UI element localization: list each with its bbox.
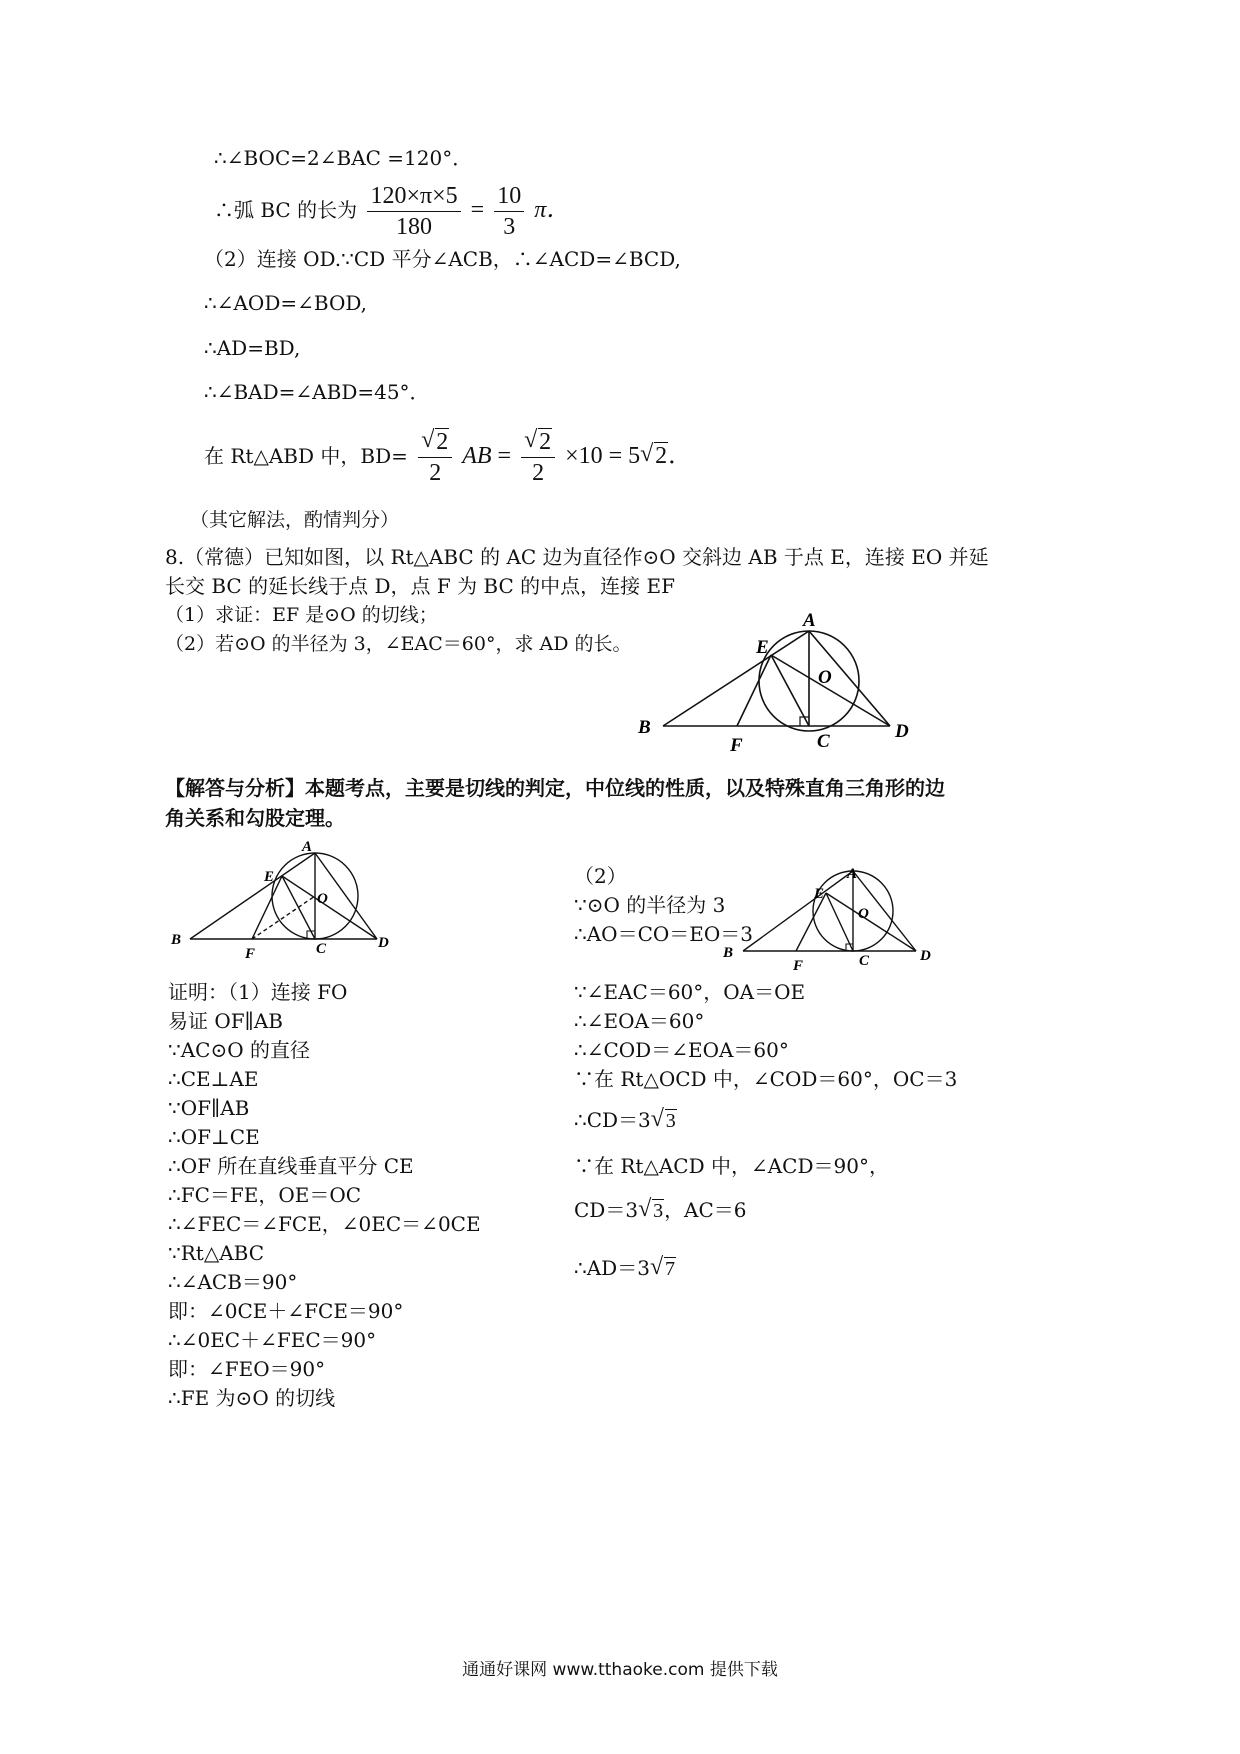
proof1-line: ∴FC＝FE，OE＝OC [168, 1183, 362, 1207]
sqrt2-over-2-b: √ $\frac{2}{2}$ [521, 427, 555, 488]
sol7-arc-length [214, 180, 570, 240]
geometry-figure-main [620, 605, 940, 765]
proof2-line: ∵∠EAC＝60°，OA＝OE [574, 980, 806, 1004]
label-e: E [756, 637, 769, 658]
proof1-line: 即：∠FEO＝90° [168, 1357, 326, 1381]
svg-text:B: B [723, 945, 734, 961]
arc-result-fraction [494, 181, 524, 242]
label-b: B [638, 717, 651, 738]
sol7-note: （其它解法，酌情判分） [190, 509, 400, 531]
proof1-line: 易证 OF∥AB [168, 1009, 284, 1033]
label-d: D [895, 721, 909, 742]
proof2-line: ∵在 Rt△OCD 中，∠COD＝60°，OC＝3 [574, 1067, 958, 1091]
label-f: F [730, 735, 743, 756]
svg-text:F: F [245, 946, 256, 960]
svg-text:B: B [171, 932, 182, 948]
segment-ef [737, 655, 771, 726]
segment-ed [771, 655, 890, 726]
arc-fraction-numerator: 120×π×5 [367, 181, 460, 212]
sol7-line4: ∴∠AOD=∠BOD, [204, 291, 368, 315]
proof1-line: ∴∠FEC＝∠FCE，∠0EC＝∠0CE [168, 1212, 481, 1236]
analysis-line1: 【解答与分析】本题考点，主要是切线的判定，中位线的性质，以及特殊直角三角形的边 [165, 776, 945, 800]
arc-length-label: ∴弧 BC 的长为 [214, 198, 358, 222]
segment-ab [663, 631, 809, 726]
sqrt-symbol: √ 2 [640, 424, 668, 488]
problem8-line1: 8.（常德）已知如图，以 Rt△ABC 的 AC 边为直径作⊙O 交斜边 AB 于点 E，连接 EO 并延 [165, 545, 989, 569]
times-ten: ×10 = 5 [565, 443, 641, 469]
dashed-fo [252, 896, 315, 939]
svg-text:F: F [793, 958, 804, 973]
geometry-figure-right [720, 858, 950, 973]
label-c: C [817, 731, 830, 752]
svg-text:C: C [859, 953, 870, 969]
problem8-line2: 长交 BC 的延长线于点 D，点 F 为 BC 的中点，连接 EF [165, 574, 675, 598]
result-numerator: 10 [494, 181, 524, 212]
sqrt-symbol: √ 2 [524, 427, 552, 457]
proof2-cd-result: ∴CD＝3√ 3 [574, 1108, 677, 1133]
svg-text:C: C [316, 941, 327, 957]
svg-text:E: E [264, 869, 275, 885]
proof1-line: ∴OF 所在直线垂直平分 CE [168, 1154, 414, 1178]
sol7-line3: （2）连接 OD.∵CD 平分∠ACB，∴∠ACD=∠BCD, [204, 247, 681, 271]
proof2-head: （2） [574, 864, 627, 888]
sqrt2-over-2-a: √ $\frac{2}{2}$ [418, 427, 452, 488]
sol7-line1: ∴∠BOC=2∠BAC =120°． [214, 146, 473, 170]
proof1-line: ∴FE 为⊙O 的切线 [168, 1386, 336, 1410]
label-o: O [818, 667, 832, 688]
arc-fraction-denominator: 180 [396, 213, 433, 240]
proof1-line: ∵Rt△ABC [168, 1241, 265, 1265]
problem8-question1: （1）求证：EF 是⊙O 的切线； [165, 604, 438, 626]
ab-symbol: AB [462, 443, 492, 469]
svg-text:A: A [847, 866, 858, 882]
analysis-line2: 角关系和勾股定理。 [165, 806, 345, 830]
result-denominator: 3 [503, 213, 516, 240]
proof1-line: 证明：（1）连接 FO [168, 980, 348, 1004]
proof1-line: ∵OF∥AB [168, 1096, 250, 1120]
proof2-cd-ac: CD＝3√ 3，AC＝6 [574, 1198, 747, 1223]
arc-length-fraction [367, 181, 460, 242]
svg-text:E: E [814, 886, 825, 902]
proof1-line: ∴∠0EC＋∠FEC＝90° [168, 1328, 377, 1352]
equals-sign: = [470, 197, 485, 223]
sol7-line6: ∴∠BAD=∠ABD=45°． [204, 380, 430, 404]
sol7-line5: ∴AD=BD, [204, 336, 301, 360]
svg-text:A: A [302, 840, 313, 855]
page-footer: 通通好课网 www.tthaoke.com 提供下载 [462, 1660, 778, 1680]
proof1-line: ∵AC⊙O 的直径 [168, 1038, 310, 1062]
proof1-line: ∴∠ACB＝90° [168, 1270, 298, 1294]
proof2-line: ∴∠EOA＝60° [574, 1009, 705, 1033]
svg-text:D: D [920, 948, 931, 964]
proof1-line: 即：∠0CE＋∠FCE＝90° [168, 1299, 404, 1323]
proof2-line: ∴AO＝CO＝EO＝3 [574, 922, 753, 946]
sqrt-symbol: √ 3 [638, 1199, 664, 1223]
label-a: A [803, 610, 816, 631]
sqrt-symbol: √ 7 [650, 1257, 676, 1281]
sqrt-symbol: √ 3 [651, 1109, 677, 1133]
sol7-bd-equation: 在 Rt△ABD 中，BD= √ $\frac{2}{2}$ AB = √ $\frac{2}{2}$ ×10 = 5√ 2． [204, 424, 692, 488]
proof1-line: ∴CE⊥AE [168, 1067, 259, 1091]
svg-text:O: O [317, 891, 328, 907]
proof1-line: ∴OF⊥CE [168, 1125, 260, 1149]
pi-symbol: π． [534, 197, 571, 223]
proof2-line: ∴∠COD＝∠EOA＝60° [574, 1038, 789, 1062]
proof2-ad-result: ∴AD＝3√ 7 [574, 1256, 676, 1281]
proof2-line: ∵⊙O 的半径为 3 [574, 893, 726, 917]
svg-text:O: O [858, 906, 869, 922]
problem8-question2: （2）若⊙O 的半径为 3，∠EAC＝60°，求 AD 的长。 [165, 633, 632, 655]
bd-label: 在 Rt△ABD 中，BD= [204, 444, 408, 468]
proof2-line: ∵在 Rt△ACD 中，∠ACD＝90°， [574, 1154, 889, 1178]
sqrt-symbol: √ 2 [421, 427, 449, 457]
geometry-figure-left [165, 840, 405, 960]
svg-text:D: D [378, 935, 389, 951]
